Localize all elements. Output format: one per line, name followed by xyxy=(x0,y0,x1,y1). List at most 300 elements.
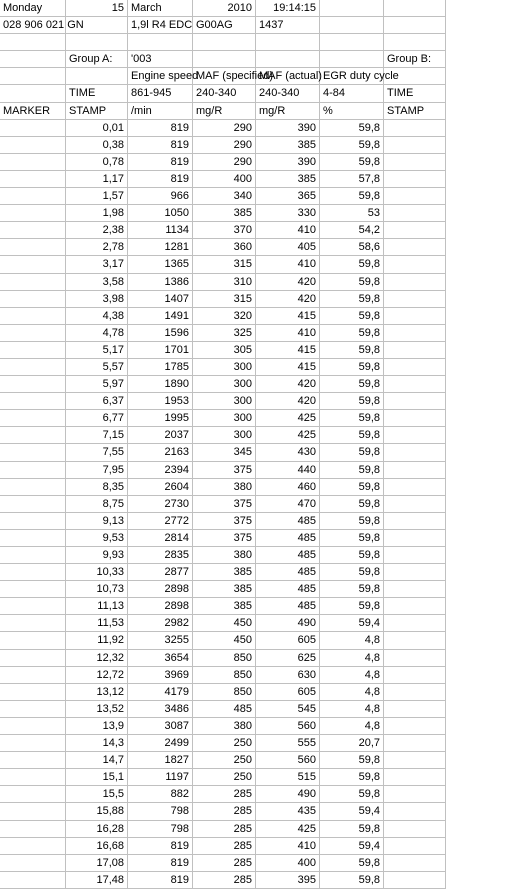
marker-cell[interactable] xyxy=(0,393,66,410)
marker-cell[interactable] xyxy=(0,274,66,291)
header-cell[interactable] xyxy=(66,68,128,85)
marker-cell[interactable] xyxy=(0,786,66,803)
empty-cell[interactable] xyxy=(384,769,446,786)
empty-cell[interactable] xyxy=(384,650,446,667)
data-cell[interactable]: 850 xyxy=(193,650,256,667)
marker-cell[interactable] xyxy=(0,769,66,786)
data-cell[interactable]: 370 xyxy=(193,222,256,239)
data-cell[interactable]: 15,88 xyxy=(66,803,128,820)
data-cell[interactable]: 59,8 xyxy=(320,308,384,325)
data-cell[interactable]: 798 xyxy=(128,821,193,838)
header-cell[interactable] xyxy=(0,34,66,51)
marker-cell[interactable] xyxy=(0,632,66,649)
marker-cell[interactable] xyxy=(0,427,66,444)
marker-cell[interactable] xyxy=(0,376,66,393)
empty-cell[interactable] xyxy=(384,274,446,291)
data-cell[interactable]: 375 xyxy=(193,462,256,479)
header-cell[interactable]: MAF (actual) xyxy=(256,68,320,85)
data-cell[interactable]: 54,2 xyxy=(320,222,384,239)
marker-cell[interactable] xyxy=(0,718,66,735)
data-cell[interactable]: 440 xyxy=(256,462,320,479)
header-cell[interactable] xyxy=(66,34,128,51)
data-cell[interactable]: 555 xyxy=(256,735,320,752)
header-cell[interactable] xyxy=(0,68,66,85)
marker-cell[interactable] xyxy=(0,171,66,188)
data-cell[interactable]: 4,8 xyxy=(320,632,384,649)
data-cell[interactable]: 20,7 xyxy=(320,735,384,752)
marker-cell[interactable] xyxy=(0,222,66,239)
data-cell[interactable]: 819 xyxy=(128,171,193,188)
data-cell[interactable]: 2898 xyxy=(128,598,193,615)
data-cell[interactable]: 59,8 xyxy=(320,462,384,479)
data-cell[interactable]: 390 xyxy=(256,154,320,171)
data-cell[interactable]: 17,48 xyxy=(66,872,128,889)
data-cell[interactable]: 4,8 xyxy=(320,701,384,718)
marker-cell[interactable] xyxy=(0,359,66,376)
data-cell[interactable]: 819 xyxy=(128,120,193,137)
data-cell[interactable]: 59,8 xyxy=(320,120,384,137)
data-cell[interactable]: 15,5 xyxy=(66,786,128,803)
empty-cell[interactable] xyxy=(384,803,446,820)
data-cell[interactable]: 59,8 xyxy=(320,598,384,615)
marker-cell[interactable] xyxy=(0,342,66,359)
data-cell[interactable]: 59,8 xyxy=(320,581,384,598)
empty-cell[interactable] xyxy=(384,444,446,461)
header-cell[interactable]: EGR duty cycle xyxy=(320,68,384,85)
data-cell[interactable]: 300 xyxy=(193,376,256,393)
data-cell[interactable]: 850 xyxy=(193,667,256,684)
data-cell[interactable]: 3654 xyxy=(128,650,193,667)
marker-cell[interactable] xyxy=(0,752,66,769)
data-cell[interactable]: 3486 xyxy=(128,701,193,718)
data-cell[interactable]: 13,12 xyxy=(66,684,128,701)
empty-cell[interactable] xyxy=(384,735,446,752)
data-cell[interactable]: 2394 xyxy=(128,462,193,479)
header-cell[interactable]: '003 xyxy=(128,51,193,68)
data-cell[interactable]: 1050 xyxy=(128,205,193,222)
data-cell[interactable]: 625 xyxy=(256,650,320,667)
marker-cell[interactable] xyxy=(0,821,66,838)
header-cell[interactable] xyxy=(384,0,446,17)
data-cell[interactable]: 6,77 xyxy=(66,410,128,427)
empty-cell[interactable] xyxy=(384,479,446,496)
marker-cell[interactable] xyxy=(0,598,66,615)
data-cell[interactable]: 380 xyxy=(193,718,256,735)
data-cell[interactable]: 0,78 xyxy=(66,154,128,171)
empty-cell[interactable] xyxy=(384,632,446,649)
empty-cell[interactable] xyxy=(384,615,446,632)
marker-cell[interactable] xyxy=(0,137,66,154)
data-cell[interactable]: 485 xyxy=(256,598,320,615)
marker-cell[interactable] xyxy=(0,684,66,701)
data-cell[interactable]: 340 xyxy=(193,188,256,205)
empty-cell[interactable] xyxy=(384,376,446,393)
empty-cell[interactable] xyxy=(384,718,446,735)
data-cell[interactable]: 59,8 xyxy=(320,786,384,803)
data-cell[interactable]: 4,38 xyxy=(66,308,128,325)
empty-cell[interactable] xyxy=(384,598,446,615)
empty-cell[interactable] xyxy=(384,222,446,239)
data-cell[interactable]: 385 xyxy=(256,137,320,154)
marker-cell[interactable] xyxy=(0,701,66,718)
marker-cell[interactable] xyxy=(0,256,66,273)
data-cell[interactable]: 450 xyxy=(193,632,256,649)
data-cell[interactable]: 375 xyxy=(193,496,256,513)
empty-cell[interactable] xyxy=(384,838,446,855)
data-cell[interactable]: 4179 xyxy=(128,684,193,701)
marker-cell[interactable] xyxy=(0,496,66,513)
empty-cell[interactable] xyxy=(384,530,446,547)
data-cell[interactable]: 850 xyxy=(193,684,256,701)
marker-cell[interactable] xyxy=(0,838,66,855)
data-cell[interactable]: 1,57 xyxy=(66,188,128,205)
data-cell[interactable]: 59,8 xyxy=(320,752,384,769)
data-cell[interactable]: 320 xyxy=(193,308,256,325)
data-cell[interactable]: 415 xyxy=(256,308,320,325)
data-cell[interactable]: 59,8 xyxy=(320,872,384,889)
data-cell[interactable]: 360 xyxy=(193,239,256,256)
data-cell[interactable]: 7,95 xyxy=(66,462,128,479)
data-cell[interactable]: 6,37 xyxy=(66,393,128,410)
data-cell[interactable]: 4,8 xyxy=(320,684,384,701)
marker-cell[interactable] xyxy=(0,855,66,872)
empty-cell[interactable] xyxy=(384,872,446,889)
marker-cell[interactable] xyxy=(0,410,66,427)
header-cell[interactable]: STAMP xyxy=(384,103,446,120)
marker-cell[interactable] xyxy=(0,650,66,667)
empty-cell[interactable] xyxy=(384,325,446,342)
data-cell[interactable]: 7,15 xyxy=(66,427,128,444)
data-cell[interactable]: 59,4 xyxy=(320,615,384,632)
data-cell[interactable]: 425 xyxy=(256,821,320,838)
data-cell[interactable]: 420 xyxy=(256,274,320,291)
header-cell[interactable] xyxy=(193,34,256,51)
data-cell[interactable]: 59,8 xyxy=(320,256,384,273)
data-cell[interactable]: 380 xyxy=(193,547,256,564)
data-cell[interactable]: 330 xyxy=(256,205,320,222)
data-cell[interactable]: 560 xyxy=(256,752,320,769)
marker-cell[interactable] xyxy=(0,308,66,325)
data-cell[interactable]: 2814 xyxy=(128,530,193,547)
empty-cell[interactable] xyxy=(384,188,446,205)
header-cell[interactable]: Group B: xyxy=(384,51,446,68)
data-cell[interactable]: 435 xyxy=(256,803,320,820)
data-cell[interactable]: 285 xyxy=(193,855,256,872)
data-cell[interactable]: 4,8 xyxy=(320,667,384,684)
data-cell[interactable]: 966 xyxy=(128,188,193,205)
empty-cell[interactable] xyxy=(384,154,446,171)
data-cell[interactable]: 1827 xyxy=(128,752,193,769)
marker-cell[interactable] xyxy=(0,325,66,342)
data-cell[interactable]: 2604 xyxy=(128,479,193,496)
data-cell[interactable]: 290 xyxy=(193,120,256,137)
data-cell[interactable]: 59,8 xyxy=(320,393,384,410)
header-cell[interactable] xyxy=(320,51,384,68)
data-cell[interactable]: 630 xyxy=(256,667,320,684)
data-cell[interactable]: 605 xyxy=(256,632,320,649)
data-cell[interactable]: 59,8 xyxy=(320,547,384,564)
header-cell[interactable] xyxy=(0,51,66,68)
data-cell[interactable]: 315 xyxy=(193,256,256,273)
data-cell[interactable]: 59,8 xyxy=(320,291,384,308)
data-cell[interactable]: 485 xyxy=(256,547,320,564)
data-cell[interactable]: 59,8 xyxy=(320,855,384,872)
data-cell[interactable]: 365 xyxy=(256,188,320,205)
marker-cell[interactable] xyxy=(0,513,66,530)
header-cell[interactable]: G00AG xyxy=(193,17,256,34)
data-cell[interactable]: 1407 xyxy=(128,291,193,308)
data-cell[interactable]: 1491 xyxy=(128,308,193,325)
data-cell[interactable]: 12,32 xyxy=(66,650,128,667)
data-cell[interactable]: 59,8 xyxy=(320,513,384,530)
data-cell[interactable]: 400 xyxy=(193,171,256,188)
data-cell[interactable]: 1596 xyxy=(128,325,193,342)
data-cell[interactable]: 300 xyxy=(193,359,256,376)
data-cell[interactable]: 13,52 xyxy=(66,701,128,718)
data-cell[interactable]: 450 xyxy=(193,615,256,632)
data-cell[interactable]: 59,8 xyxy=(320,325,384,342)
data-cell[interactable]: 375 xyxy=(193,513,256,530)
data-cell[interactable]: 819 xyxy=(128,838,193,855)
data-cell[interactable]: 375 xyxy=(193,530,256,547)
data-cell[interactable]: 485 xyxy=(256,581,320,598)
data-cell[interactable]: 59,8 xyxy=(320,479,384,496)
data-cell[interactable]: 4,8 xyxy=(320,650,384,667)
empty-cell[interactable] xyxy=(384,120,446,137)
data-cell[interactable]: 430 xyxy=(256,444,320,461)
data-cell[interactable]: 7,55 xyxy=(66,444,128,461)
empty-cell[interactable] xyxy=(384,342,446,359)
data-cell[interactable]: 53 xyxy=(320,205,384,222)
data-cell[interactable]: 16,28 xyxy=(66,821,128,838)
data-cell[interactable]: 3,98 xyxy=(66,291,128,308)
header-cell[interactable]: 240-340 xyxy=(256,85,320,102)
marker-cell[interactable] xyxy=(0,444,66,461)
data-cell[interactable]: 310 xyxy=(193,274,256,291)
data-cell[interactable]: 300 xyxy=(193,410,256,427)
data-cell[interactable]: 290 xyxy=(193,137,256,154)
empty-cell[interactable] xyxy=(384,393,446,410)
empty-cell[interactable] xyxy=(384,308,446,325)
header-cell[interactable]: 19:14:15 xyxy=(256,0,320,17)
data-cell[interactable]: 285 xyxy=(193,872,256,889)
data-cell[interactable]: 59,8 xyxy=(320,530,384,547)
empty-cell[interactable] xyxy=(384,547,446,564)
empty-cell[interactable] xyxy=(384,291,446,308)
data-cell[interactable]: 385 xyxy=(256,171,320,188)
data-cell[interactable]: 560 xyxy=(256,718,320,735)
header-cell[interactable] xyxy=(320,34,384,51)
data-cell[interactable]: 290 xyxy=(193,154,256,171)
marker-cell[interactable] xyxy=(0,581,66,598)
data-cell[interactable]: 545 xyxy=(256,701,320,718)
data-cell[interactable]: 1365 xyxy=(128,256,193,273)
header-cell[interactable]: Group A: xyxy=(66,51,128,68)
data-cell[interactable]: 1953 xyxy=(128,393,193,410)
data-cell[interactable]: 385 xyxy=(193,564,256,581)
empty-cell[interactable] xyxy=(384,701,446,718)
data-cell[interactable]: 300 xyxy=(193,427,256,444)
data-cell[interactable]: 425 xyxy=(256,410,320,427)
header-cell[interactable] xyxy=(320,17,384,34)
empty-cell[interactable] xyxy=(384,359,446,376)
header-cell[interactable] xyxy=(193,51,256,68)
data-cell[interactable]: 250 xyxy=(193,769,256,786)
header-cell[interactable]: 15 xyxy=(66,0,128,17)
data-cell[interactable]: 345 xyxy=(193,444,256,461)
data-cell[interactable]: 1785 xyxy=(128,359,193,376)
empty-cell[interactable] xyxy=(384,821,446,838)
data-cell[interactable]: 59,4 xyxy=(320,838,384,855)
data-cell[interactable]: 390 xyxy=(256,120,320,137)
marker-cell[interactable] xyxy=(0,872,66,889)
data-cell[interactable]: 17,08 xyxy=(66,855,128,872)
data-cell[interactable]: 2037 xyxy=(128,427,193,444)
data-cell[interactable]: 5,97 xyxy=(66,376,128,393)
header-cell[interactable]: 2010 xyxy=(193,0,256,17)
header-cell[interactable]: Engine speed xyxy=(128,68,193,85)
marker-cell[interactable] xyxy=(0,735,66,752)
header-cell[interactable]: March xyxy=(128,0,193,17)
data-cell[interactable]: 3087 xyxy=(128,718,193,735)
header-cell[interactable]: TIME xyxy=(384,85,446,102)
marker-cell[interactable] xyxy=(0,530,66,547)
data-cell[interactable]: 2730 xyxy=(128,496,193,513)
data-cell[interactable]: 11,92 xyxy=(66,632,128,649)
data-cell[interactable]: 420 xyxy=(256,376,320,393)
empty-cell[interactable] xyxy=(384,786,446,803)
data-cell[interactable]: 2163 xyxy=(128,444,193,461)
marker-cell[interactable] xyxy=(0,803,66,820)
data-cell[interactable]: 9,53 xyxy=(66,530,128,547)
data-cell[interactable]: 405 xyxy=(256,239,320,256)
marker-cell[interactable] xyxy=(0,547,66,564)
data-cell[interactable]: 59,8 xyxy=(320,376,384,393)
data-cell[interactable]: 425 xyxy=(256,427,320,444)
data-cell[interactable]: 59,8 xyxy=(320,564,384,581)
data-cell[interactable]: 59,8 xyxy=(320,410,384,427)
empty-cell[interactable] xyxy=(384,564,446,581)
data-cell[interactable]: 1197 xyxy=(128,769,193,786)
data-cell[interactable]: 385 xyxy=(193,598,256,615)
data-cell[interactable]: 8,35 xyxy=(66,479,128,496)
data-cell[interactable]: 4,78 xyxy=(66,325,128,342)
data-cell[interactable]: 13,9 xyxy=(66,718,128,735)
empty-cell[interactable] xyxy=(384,684,446,701)
header-cell[interactable]: % xyxy=(320,103,384,120)
data-cell[interactable]: 1,98 xyxy=(66,205,128,222)
marker-cell[interactable] xyxy=(0,205,66,222)
data-cell[interactable]: 59,4 xyxy=(320,803,384,820)
marker-cell[interactable] xyxy=(0,615,66,632)
data-cell[interactable]: 1134 xyxy=(128,222,193,239)
marker-cell[interactable] xyxy=(0,564,66,581)
data-cell[interactable]: 2,38 xyxy=(66,222,128,239)
data-cell[interactable]: 5,57 xyxy=(66,359,128,376)
data-cell[interactable]: 420 xyxy=(256,291,320,308)
data-cell[interactable]: 315 xyxy=(193,291,256,308)
data-cell[interactable]: 515 xyxy=(256,769,320,786)
data-cell[interactable]: 11,13 xyxy=(66,598,128,615)
data-cell[interactable]: 14,7 xyxy=(66,752,128,769)
header-cell[interactable]: 4-84 xyxy=(320,85,384,102)
marker-cell[interactable] xyxy=(0,188,66,205)
empty-cell[interactable] xyxy=(384,239,446,256)
marker-cell[interactable] xyxy=(0,479,66,496)
empty-cell[interactable] xyxy=(384,581,446,598)
data-cell[interactable]: 3969 xyxy=(128,667,193,684)
data-cell[interactable]: 59,8 xyxy=(320,769,384,786)
data-cell[interactable]: 485 xyxy=(193,701,256,718)
marker-cell[interactable] xyxy=(0,154,66,171)
data-cell[interactable]: 59,8 xyxy=(320,274,384,291)
empty-cell[interactable] xyxy=(384,205,446,222)
header-cell[interactable]: 240-340 xyxy=(193,85,256,102)
empty-cell[interactable] xyxy=(384,171,446,188)
data-cell[interactable]: 1995 xyxy=(128,410,193,427)
data-cell[interactable]: 12,72 xyxy=(66,667,128,684)
data-cell[interactable]: 59,8 xyxy=(320,427,384,444)
empty-cell[interactable] xyxy=(384,427,446,444)
data-cell[interactable]: 3,58 xyxy=(66,274,128,291)
data-cell[interactable]: 410 xyxy=(256,222,320,239)
data-cell[interactable]: 605 xyxy=(256,684,320,701)
header-cell[interactable]: mg/R xyxy=(256,103,320,120)
header-cell[interactable]: /min xyxy=(128,103,193,120)
data-cell[interactable]: 819 xyxy=(128,137,193,154)
data-cell[interactable]: 485 xyxy=(256,530,320,547)
data-cell[interactable]: 1701 xyxy=(128,342,193,359)
marker-cell[interactable] xyxy=(0,120,66,137)
data-cell[interactable]: 410 xyxy=(256,838,320,855)
data-cell[interactable]: 14,3 xyxy=(66,735,128,752)
data-cell[interactable]: 420 xyxy=(256,393,320,410)
header-cell[interactable] xyxy=(256,51,320,68)
data-cell[interactable]: 250 xyxy=(193,752,256,769)
data-cell[interactable]: 2982 xyxy=(128,615,193,632)
data-cell[interactable]: 59,8 xyxy=(320,342,384,359)
data-cell[interactable]: 10,73 xyxy=(66,581,128,598)
empty-cell[interactable] xyxy=(384,410,446,427)
data-cell[interactable]: 410 xyxy=(256,256,320,273)
empty-cell[interactable] xyxy=(384,256,446,273)
data-cell[interactable]: 59,8 xyxy=(320,444,384,461)
data-cell[interactable]: 2,78 xyxy=(66,239,128,256)
data-cell[interactable]: 4,8 xyxy=(320,718,384,735)
data-cell[interactable]: 3255 xyxy=(128,632,193,649)
data-cell[interactable]: 490 xyxy=(256,786,320,803)
data-cell[interactable]: 410 xyxy=(256,325,320,342)
data-cell[interactable]: 415 xyxy=(256,359,320,376)
data-cell[interactable]: 250 xyxy=(193,735,256,752)
data-cell[interactable]: 2877 xyxy=(128,564,193,581)
data-cell[interactable]: 385 xyxy=(193,205,256,222)
data-cell[interactable]: 1,17 xyxy=(66,171,128,188)
data-cell[interactable]: 819 xyxy=(128,154,193,171)
data-cell[interactable]: 3,17 xyxy=(66,256,128,273)
data-cell[interactable]: 400 xyxy=(256,855,320,872)
data-cell[interactable]: 5,17 xyxy=(66,342,128,359)
header-cell[interactable]: TIME xyxy=(66,85,128,102)
data-cell[interactable]: 2898 xyxy=(128,581,193,598)
header-cell[interactable] xyxy=(256,34,320,51)
header-cell[interactable] xyxy=(384,17,446,34)
data-cell[interactable]: 9,13 xyxy=(66,513,128,530)
header-cell[interactable]: mg/R xyxy=(193,103,256,120)
empty-cell[interactable] xyxy=(384,752,446,769)
header-cell[interactable]: 028 906 021 GN xyxy=(0,17,66,34)
data-cell[interactable]: 485 xyxy=(256,513,320,530)
